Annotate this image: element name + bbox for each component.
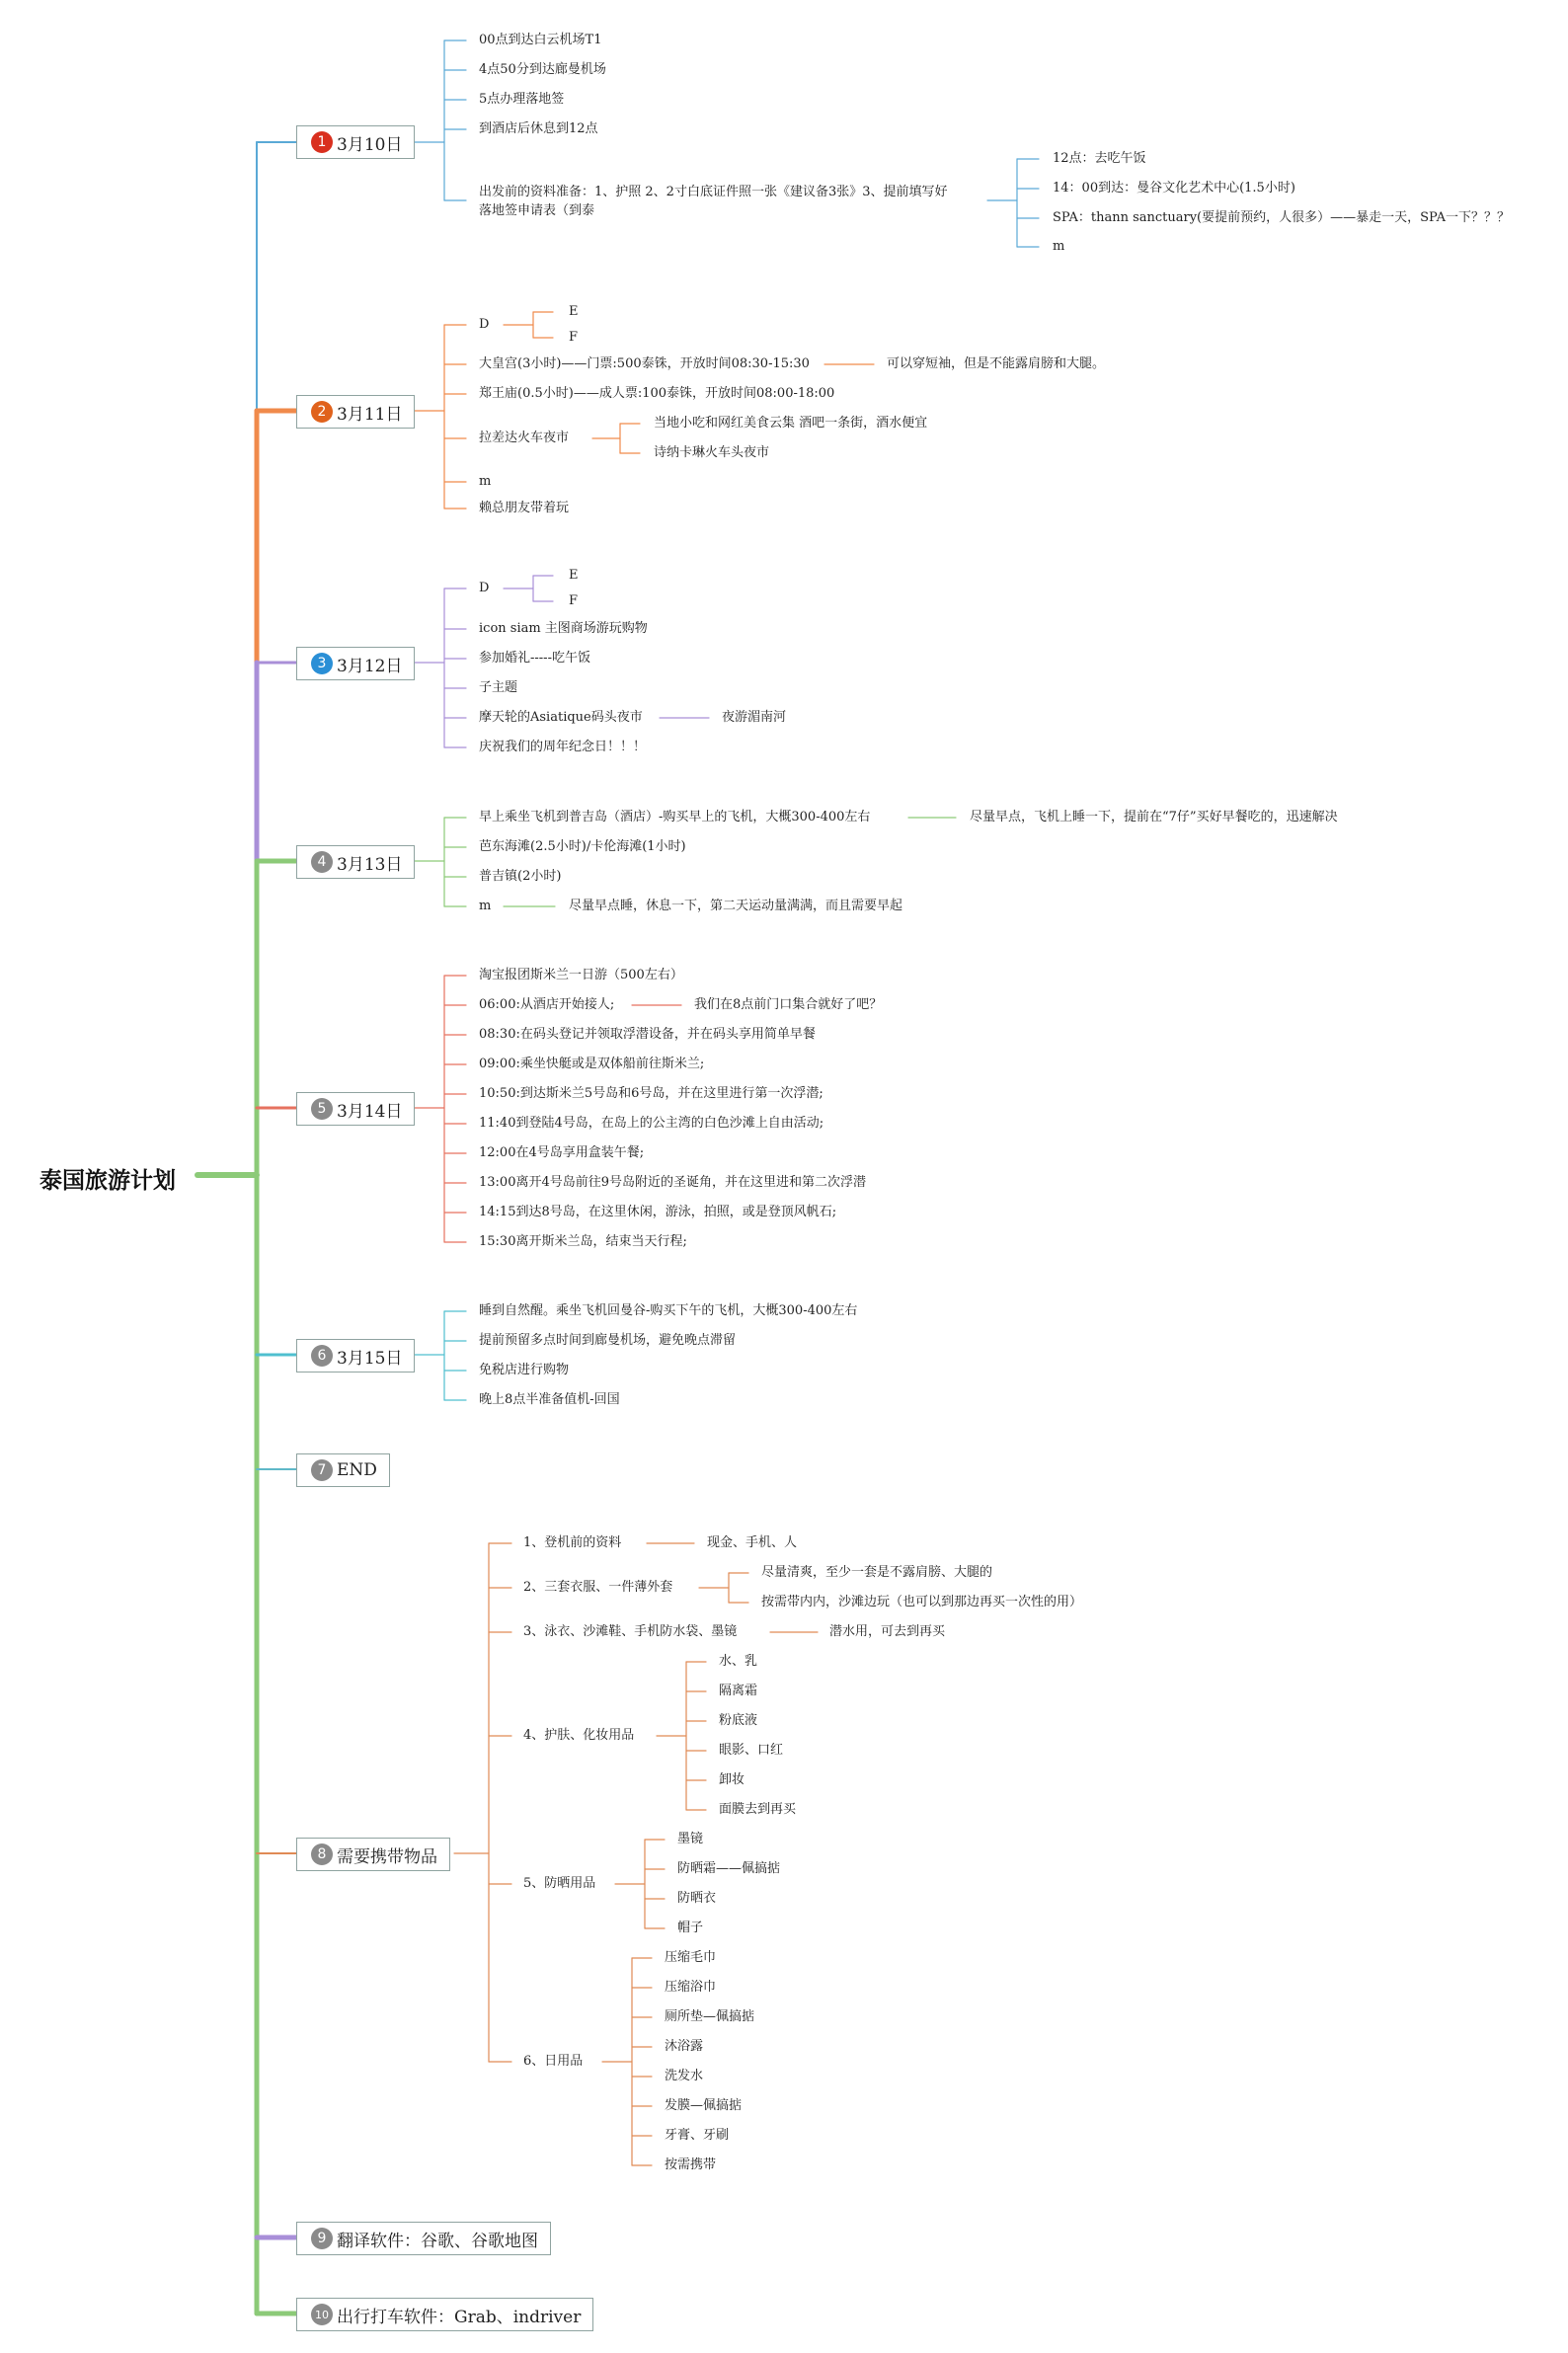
branch-day-1[interactable] <box>296 125 415 159</box>
branch-day-5[interactable] <box>296 1092 415 1126</box>
subtopic-item: 按需带内内，沙滩边玩（也可以到那边再买一次性的用） <box>761 1595 1083 1609</box>
branch-translation-apps[interactable] <box>296 2222 551 2255</box>
branch-items-to-bring[interactable] <box>296 1838 450 1871</box>
subtopic-item: 可以穿短袖，但是不能露肩膀和大腿。 <box>887 356 1106 371</box>
subtopic-item: 尽量早点睡，休息一下，第二天运动量满满，而且需要早起 <box>569 899 903 913</box>
number-badge: 7 <box>311 1459 333 1481</box>
subtopic-item: 眼影、口红 <box>719 1743 784 1758</box>
topic-item: 6、日用品 <box>523 2054 584 2069</box>
topic-item: 14:15到达8号岛，在这里休闲，游泳，拍照，或是登顶风帆石; <box>479 1205 837 1219</box>
topic-item: 子主题 <box>479 680 518 695</box>
subtopic-item: 12点：去吃午饭 <box>1053 151 1146 166</box>
topic-item: 11:40到登陆4号岛，在岛上的公主湾的白色沙滩上自由活动; <box>479 1116 824 1131</box>
topic-item: 09:00:乘坐快艇或是双体船前往斯米兰; <box>479 1057 705 1071</box>
topic-item: 5点办理落地签 <box>479 92 565 107</box>
topic-item: D <box>479 317 490 332</box>
subtopic-item: 压缩毛巾 <box>665 1950 717 1965</box>
number-badge: 4 <box>311 851 333 873</box>
topic-item: 大皇宫(3小时)——门票:500泰铢，开放时间08:30-15:30 <box>479 356 810 371</box>
topic-item: 13:00离开4号岛前往9号岛附近的圣诞角，并在这里进和第二次浮潜 <box>479 1175 867 1190</box>
number-badge: 10 <box>311 2304 333 2325</box>
topic-item: 拉差达火车夜市 <box>479 431 570 445</box>
number-badge: 6 <box>311 1345 333 1367</box>
topic-item: m <box>479 474 492 489</box>
branch-ride-apps[interactable] <box>296 2298 593 2331</box>
branch-label: 需要携带物品 <box>337 1846 437 1867</box>
subtopic-item: 夜游湄南河 <box>722 710 787 725</box>
subtopic-item: F <box>569 593 579 608</box>
subtopic-item: 发膜—佩搞掂 <box>665 2098 743 2113</box>
topic-item: 普吉镇(2小时) <box>479 869 562 884</box>
subtopic-item: 粉底液 <box>719 1713 758 1728</box>
topic-item: 00点到达白云机场T1 <box>479 33 602 47</box>
topic-item: 5、防晒用品 <box>523 1876 596 1891</box>
subtopic-item: E <box>569 304 579 319</box>
topic-item: 出发前的资料准备：1、护照 2、2寸白底证件照一张《建议备3张》3、提前填写好 <box>479 185 948 199</box>
branch-label: 3月13日 <box>337 854 403 875</box>
topic-item: 2、三套衣服、一件薄外套 <box>523 1580 673 1595</box>
subtopic-item: SPA：thann sanctuary(要提前预约，人很多）——暴走一天，SPA一下？？？ <box>1053 210 1510 225</box>
branch-day-4[interactable] <box>296 845 415 879</box>
subtopic-item: 我们在8点前门口集合就好了吧？ <box>694 997 883 1012</box>
number-badge: 1 <box>311 131 333 153</box>
subtopic-item: 防晒衣 <box>677 1891 717 1906</box>
subtopic-item: 14：00到达：曼谷文化艺术中心(1.5小时) <box>1053 181 1295 196</box>
topic-item: 08:30:在码头登记并领取浮潜设备，并在码头享用简单早餐 <box>479 1027 816 1042</box>
branch-label: 3月15日 <box>337 1348 403 1369</box>
number-badge: 3 <box>311 653 333 674</box>
subtopic-item: 帽子 <box>677 1921 704 1935</box>
subtopic-item: E <box>569 568 579 583</box>
topic-item: 4、护肤、化妆用品 <box>523 1728 635 1743</box>
branch-day-6[interactable] <box>296 1339 415 1373</box>
topic-item: 庆祝我们的周年纪念日！！！ <box>479 740 647 754</box>
topic-item: 郑王庙(0.5小时)——成人票:100泰铢，开放时间08:00-18:00 <box>479 386 835 401</box>
subtopic-item: 厕所垫—佩搞掂 <box>665 2009 755 2024</box>
subtopic-item: 当地小吃和网红美食云集 酒吧一条街，酒水便宜 <box>654 416 928 431</box>
topic-item: 到酒店后休息到12点 <box>479 121 598 136</box>
topic-item: 晚上8点半准备值机-回国 <box>479 1392 620 1407</box>
subtopic-item: 防晒霜——佩搞掂 <box>677 1861 781 1876</box>
branch-label: 3月10日 <box>337 134 403 155</box>
subtopic-item: 卸妆 <box>719 1772 745 1787</box>
topic-item: icon siam 主图商场游玩购物 <box>479 621 648 636</box>
subtopic-item: 潜水用，可去到再买 <box>829 1624 946 1639</box>
subtopic-item: m <box>1053 239 1065 254</box>
topic-item: 10:50:到达斯米兰5号岛和6号岛，并在这里进行第一次浮潜; <box>479 1086 823 1101</box>
branch-end[interactable] <box>296 1453 390 1487</box>
number-badge: 5 <box>311 1098 333 1120</box>
topic-item: 赖总朋友带着玩 <box>479 501 570 515</box>
number-badge: 9 <box>311 2228 333 2249</box>
branch-label: 3月11日 <box>337 404 403 425</box>
topic-item: 1、登机前的资料 <box>523 1535 622 1550</box>
topic-item: 参加婚礼-----吃午饭 <box>479 651 590 666</box>
branch-label: 出行打车软件：Grab、indriver <box>337 2307 582 2327</box>
topic-item: 3、泳衣、沙滩鞋、手机防水袋、墨镜 <box>523 1624 738 1639</box>
subtopic-item: 压缩浴巾 <box>665 1980 717 1995</box>
subtopic-item: 尽量清爽，至少一套是不露肩膀、大腿的 <box>761 1565 993 1580</box>
topic-item: 12:00在4号岛享用盒装午餐; <box>479 1145 645 1160</box>
subtopic-item: 尽量早点，飞机上睡一下，提前在“7仔”买好早餐吃的，迅速解决 <box>970 810 1338 824</box>
subtopic-item: 水、乳 <box>719 1654 758 1669</box>
branch-label: 3月14日 <box>337 1101 403 1122</box>
topic-item: 落地签申请表（到泰 <box>479 203 595 218</box>
subtopic-item: 隔离霜 <box>719 1684 758 1698</box>
root-title: 泰国旅游计划 <box>39 1168 176 1194</box>
topic-item: 早上乘坐飞机到普吉岛（酒店）-购买早上的飞机，大概300-400左右 <box>479 810 871 824</box>
topic-item: 摩天轮的Asiatique码头夜市 <box>479 710 643 725</box>
number-badge: 2 <box>311 401 333 423</box>
topic-item: D <box>479 581 490 595</box>
topic-item: 淘宝报团斯米兰一日游（500左右） <box>479 968 683 982</box>
subtopic-item: F <box>569 330 579 345</box>
subtopic-item: 诗纳卡琳火车头夜市 <box>654 445 770 460</box>
subtopic-item: 洗发水 <box>665 2069 704 2083</box>
topic-item: 提前预留多点时间到廊曼机场，避免晚点滞留 <box>479 1333 737 1348</box>
subtopic-item: 面膜去到再买 <box>719 1802 797 1817</box>
topic-item: m <box>479 899 492 913</box>
number-badge: 8 <box>311 1843 333 1865</box>
topic-item: 15:30离开斯米兰岛，结束当天行程; <box>479 1234 687 1249</box>
topic-item: 06:00:从酒店开始接人; <box>479 997 615 1012</box>
topic-item: 芭东海滩(2.5小时)/卡伦海滩(1小时) <box>479 839 686 854</box>
subtopic-item: 按需携带 <box>665 2157 717 2172</box>
subtopic-item: 现金、手机、人 <box>707 1535 798 1550</box>
branch-label: 3月12日 <box>337 656 403 676</box>
topic-item: 免税店进行购物 <box>479 1363 570 1377</box>
subtopic-item: 沐浴露 <box>665 2039 704 2054</box>
topic-item: 睡到自然醒。乘坐飞机回曼谷-购买下午的飞机，大概300-400左右 <box>479 1303 858 1318</box>
subtopic-item: 墨镜 <box>677 1832 704 1846</box>
branch-day-3[interactable] <box>296 647 415 680</box>
subtopic-item: 牙膏、牙刷 <box>665 2128 730 2143</box>
branch-label: END <box>337 1460 377 1480</box>
branch-label: 翻译软件：谷歌、谷歌地图 <box>337 2231 538 2251</box>
branch-day-2[interactable] <box>296 395 415 429</box>
topic-item: 4点50分到达廊曼机场 <box>479 62 606 77</box>
